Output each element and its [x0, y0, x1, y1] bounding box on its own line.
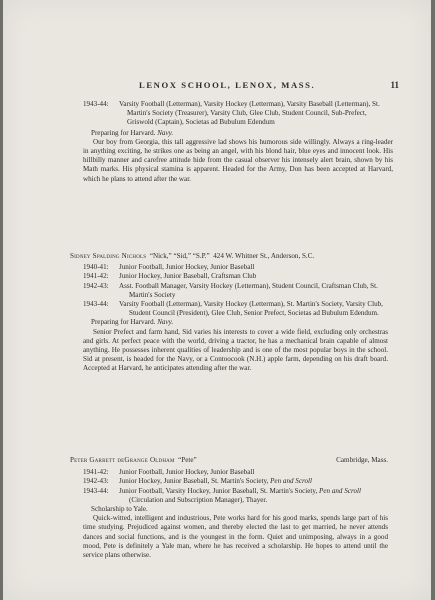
page-number: 11 [390, 80, 399, 90]
activity-line: 1941-42: Junior Football, Junior Hockey, Junior Baseball [83, 468, 255, 477]
student-name: Sidney Spalding Nichols [70, 252, 147, 260]
running-head: LENOX SCHOOL, LENOX, MASS. [139, 80, 316, 90]
student-nicknames: “Pete” [178, 456, 197, 464]
senior-entry-continued [83, 100, 393, 184]
description-paragraph: Quick-witted, intelligent and industrious, Pete works hard for his good marks, spends large part of his time studying. Prejudiced against women, and thereby elected the last to get married, he never attends dances and social functions, and is the youngest in the form. Quiet and unimposing, always in a good mood, Pete is definitely a Yale man, where he has received a scholarship. He hopes to attend until the service plans otherwise. [83, 514, 388, 560]
student-name-line [70, 456, 388, 465]
activity-line: 1943-44: Varsity Football (Letterman), Varsity Hockey (Letterman), Varsity Baseball (Letterman), St. Martin's Society (Treasurer), Varsity Club, Glee Club, Student Council, Sub-Prefect, Griswold (Captain), Societas ad Bubulum Edendum [83, 100, 380, 127]
senior-entry-nichols [70, 252, 388, 374]
page-header [3, 80, 431, 94]
student-address: Cambridge, Mass. [336, 456, 388, 464]
student-name-line [70, 252, 388, 261]
student-nicknames: “Nick,” “Sid,” “S.P.” [149, 252, 210, 260]
activity-line: 1943-44: Varsity Football (Letterman), Varsity Hockey (Letterman), St. Martin's Society, Varsity Club, Student Council (President), Glee Club, Senior Prefect, Societas ad Bubulum Edendum. [83, 300, 383, 318]
activity-line: 1940-41: Junior Football, Junior Hockey, Junior Baseball [83, 263, 255, 272]
activity-line: 1942-43: Junior Hockey, Junior Baseball, St. Martin's Society, Pen and Scroll [83, 477, 312, 486]
description-paragraph: Senior Prefect and farm hand, Sid varies his interests to cover a wide field, excluding only orchestras and girls. At perfect peace with the world, driving a tractor, he has a mechanical brain capable of almost anything. He possesses inherent qualities of leadership and is one of the most popular boys in the school. Sid at present, is headed for the Navy, or a Contoocook (N.H.) apple farm, depending on his draft board. Accepted at Harvard, he anticipates attending after the war. [83, 327, 388, 373]
description-paragraph: Our boy from Georgia, this tall aggressive lad shows his humorous side willingly. Always a ring-leader in anything exciting, he strikes one as being an angel, with his blond hair, blue eyes and innocent look. His hillbilly manner and carefree attitude hide from the casual observer his intensely alert brain, shown by his Math marks. His physical stamina is apparent. Headed for the Army, Don has been accepted at Harvard, which he plans to attend after the war. [83, 137, 393, 183]
preparing-line: Preparing for Harvard. Navy. [91, 128, 174, 137]
activity-line: 1943-44: Junior Football, Varsity Hockey, Junior Baseball, St. Martin's Society, Pen and Scroll (Circulation and Subscription Manager), Thayer. [83, 486, 361, 504]
yearbook-page [3, 0, 431, 600]
preparing-line: Scholarship to Yale. [91, 505, 148, 514]
student-address: 424 W. Whitner St., Anderson, S.C. [213, 252, 315, 260]
student-name: Peter Garrett deGrange Oldham [70, 456, 175, 464]
preparing-line: Preparing for Harvard. Navy. [91, 318, 174, 327]
activity-line: 1942-43: Asst. Football Manager, Varsity Hockey (Letterman), Student Council, Craftsman Club, St. Martin's Society [83, 281, 378, 299]
senior-entry-oldham [70, 456, 388, 560]
activity-line: 1941-42: Junior Hockey, Junior Baseball, Craftsman Club [83, 272, 257, 281]
